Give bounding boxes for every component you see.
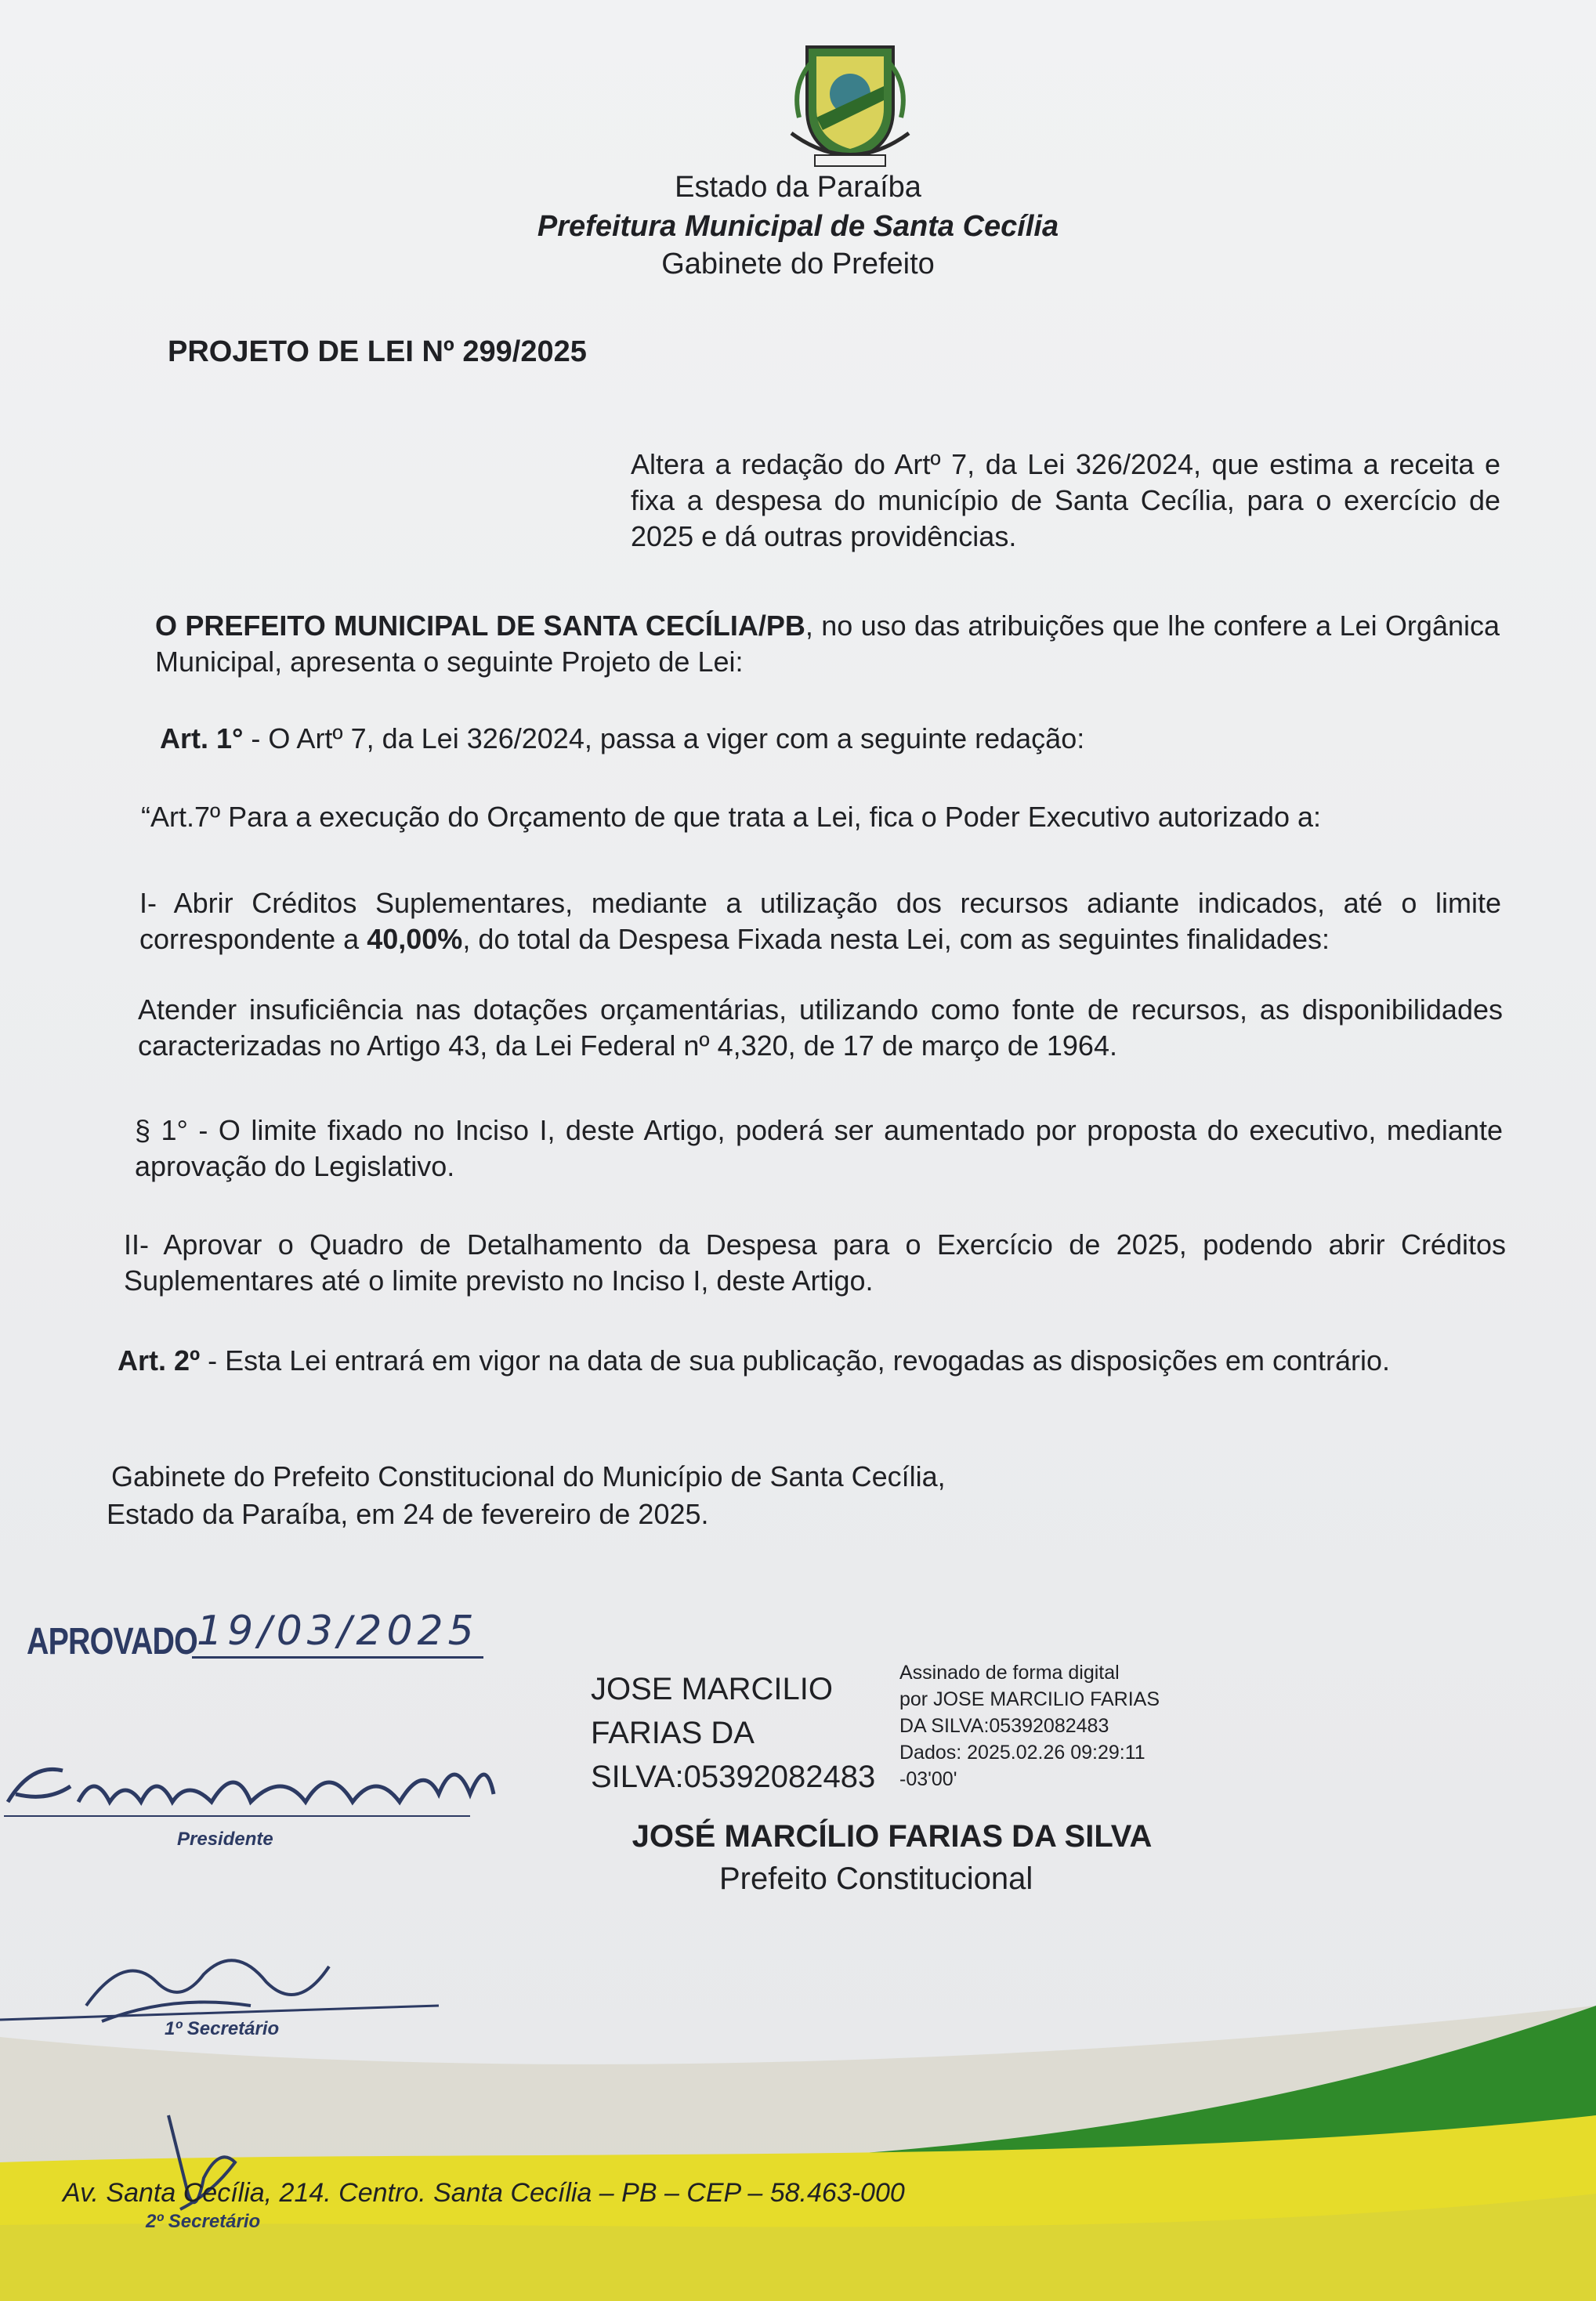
inciso-1-after: , do total da Despesa Fixada nesta Lei, com as seguintes finalidades: — [462, 923, 1330, 955]
inciso-1-before: I- Abrir Créditos Suplementares, mediante a utilização dos recursos adiante indicados, até o limite correspondente a — [139, 887, 1501, 955]
closing-line-2: Estado da Paraíba, em 24 de fevereiro de 2025. — [107, 1498, 709, 1530]
digital-signature-meta-line-3: DA SILVA:05392082483 — [899, 1715, 1109, 1737]
digital-signature-meta-line-5: -03'00' — [899, 1768, 957, 1790]
signer-title: Prefeito Constitucional — [719, 1861, 1033, 1896]
paragrafo-1: § 1° - O limite fixado no Inciso I, deste Artigo, poderá ser aumentado por proposta do executivo, mediante aprovação do Legislativo. — [135, 1114, 1503, 1182]
digital-signature-name-line-2: FARIAS DA — [591, 1716, 755, 1750]
approval-date: 19/03/2025 — [192, 1606, 483, 1659]
article-2-text: - Esta Lei entrará em vigor na data de sua publicação, revogadas as disposições em contrário. — [200, 1344, 1391, 1377]
header-office: Gabinete do Prefeito — [661, 248, 935, 280]
ementa: Altera a redação do Artº 7, da Lei 326/2024, que estima a receita e fixa a despesa do município de Santa Cecília, para o exercício de 2025 e dá outras providências. — [631, 448, 1500, 552]
article-2-label: Art. 2º — [118, 1344, 201, 1377]
article-1-text: - O Artº 7, da Lei 326/2024, passa a viger com a seguinte redação: — [243, 722, 1085, 754]
signer-name: JOSÉ MARCÍLIO FARIAS DA SILVA — [632, 1819, 1153, 1854]
digital-signature-meta-line-2: por JOSE MARCILIO FARIAS — [899, 1688, 1160, 1710]
intro-bold: O PREFEITO MUNICIPAL DE SANTA CECÍLIA/PB — [155, 610, 805, 642]
inciso-1-percentage: 40,00% — [367, 923, 463, 955]
intro-rest: , no uso das atribuições que lhe confere a Lei Orgânica Municipal, apresenta o seguinte Projeto de Lei: — [155, 610, 1500, 678]
header-municipality: Prefeitura Municipal de Santa Cecília — [537, 210, 1059, 243]
secretary-1-label: 1º Secretário — [165, 2018, 280, 2039]
secretary-2-label: 2º Secretário — [146, 2211, 261, 2232]
inciso-2: II- Aprovar o Quadro de Detalhamento da Despesa para o Exercício de 2025, podendo abrir Créditos Suplementares até o limite previsto no Inciso I, deste Artigo. — [124, 1228, 1506, 1297]
footer-address: Av. Santa Cecília, 214. Centro. Santa Cecília – PB – CEP – 58.463-000 — [63, 2178, 905, 2208]
digital-signature-name-line-1: JOSE MARCILIO — [591, 1672, 833, 1706]
digital-signature-meta-line-1: Assinado de forma digital — [899, 1662, 1120, 1684]
closing-line-1: Gabinete do Prefeito Constitucional do Município de Santa Cecília, — [111, 1460, 946, 1492]
digital-signature-meta-line-4: Dados: 2025.02.26 09:29:11 — [899, 1742, 1145, 1764]
quote-caput: “Art.7º Para a execução do Orçamento de que trata a Lei, fica o Poder Executivo autorizado a: — [141, 801, 1322, 833]
document-title: PROJETO DE LEI Nº 299/2025 — [168, 335, 587, 368]
approval-stamp: APROVADO — [27, 1621, 197, 1662]
article-1-label: Art. 1° — [160, 722, 244, 754]
header-state: Estado da Paraíba — [675, 171, 921, 204]
atender-paragraph: Atender insuficiência nas dotações orçamentárias, utilizando como fonte de recursos, as disponibilidades caracterizadas no Artigo 43, da Lei Federal nº 4,320, de 17 de março de 1964. — [138, 993, 1503, 1062]
president-label: Presidente — [177, 1829, 273, 1850]
digital-signature-name-line-3: SILVA:05392082483 — [591, 1760, 876, 1794]
